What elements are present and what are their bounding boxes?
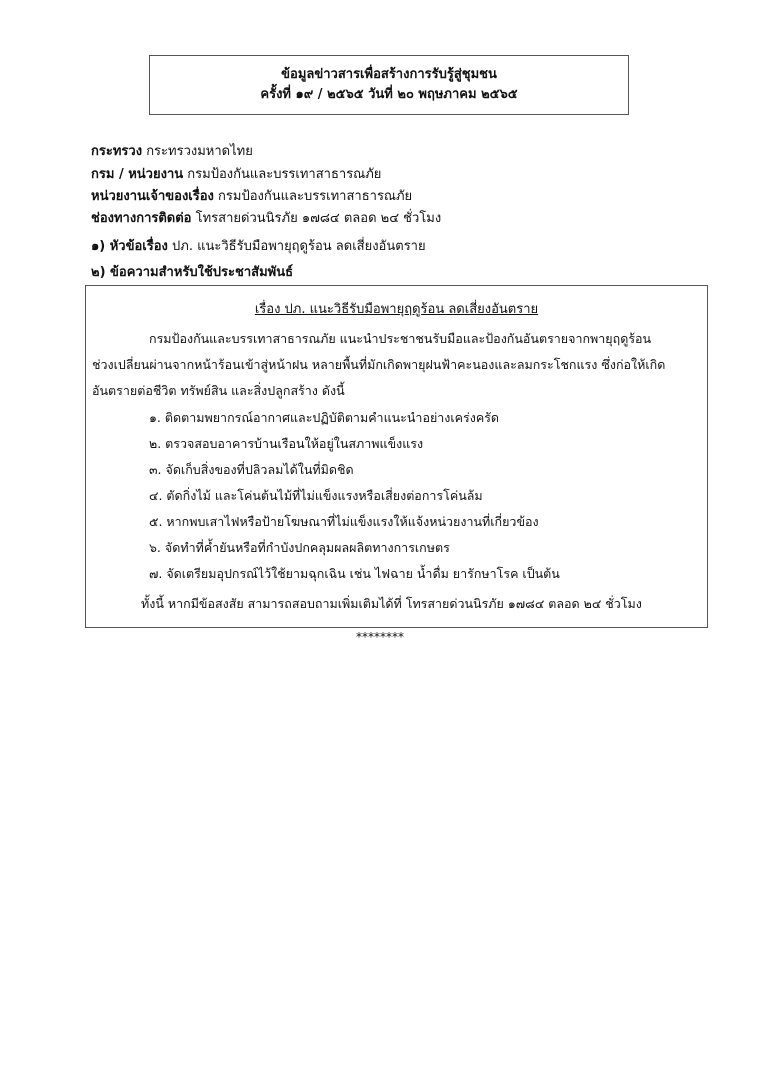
intro-line-2: ช่วงเปลี่ยนผ่านจากหน้าร้อนเข้าสู่หน้าฝน หลายพื้นที่มักเกิดพายุฝนฟ้าคะนองและลมกระโชกแรง ซึ่งก่อให้เกิด (92, 357, 666, 372)
header-issue: ครั้งที่ ๑๙ / ๒๕๖๕ วันที่ ๒๐ พฤษภาคม ๒๕๖๕ (260, 87, 518, 102)
ministry-label: กระทรวง (91, 144, 143, 159)
contact-label: ช่องทางการติดต่อ (91, 211, 192, 226)
owner-label: หน่วยงานเจ้าของเรื่อง (91, 189, 214, 204)
list-item: ๓. จัดเก็บสิ่งของที่ปลิวลมได้ในที่มิดชิด (149, 462, 354, 477)
topic-value: ปภ. แนะวิธีรับมือพายุฤดูร้อน ลดเสี่ยงอันตราย (172, 239, 426, 254)
meta-department (91, 166, 381, 184)
ministry-value: กระทรวงมหาดไทย (146, 144, 253, 159)
intro-line-1: กรมป้องกันและบรรเทาสาธารณภัย แนะนำประชาชนรับมือและป้องกันอันตรายจากพายุฤดูร้อน (149, 331, 652, 346)
list-item: ๖. จัดทำที่ค้ำยันหรือที่กำบังปกคลุมผลผลิตทางการเกษตร (149, 540, 450, 555)
topic-label: ๑) หัวข้อเรื่อง (91, 239, 168, 254)
owner-value: กรมป้องกันและบรรเทาสาธารณภัย (218, 189, 413, 204)
contact-value: โทรสายด่วนนิรภัย ๑๗๘๔ ตลอด ๒๔ ชั่วโมง (195, 211, 442, 226)
list-item: ๑. ติดตามพยากรณ์อากาศและปฏิบัติตามคำแนะนำอย่างเคร่งครัด (149, 410, 500, 425)
list-item: ๒. ตรวจสอบอาคารบ้านเรือนให้อยู่ในสภาพแข็งแรง (149, 436, 424, 451)
intro-line-3: อันตรายต่อชีวิต ทรัพย์สิน และสิ่งปลูกสร้าง ดังนี้ (92, 383, 345, 398)
content-topic: เรื่อง ปภ. แนะวิธีรับมือพายุฤดูร้อน ลดเสี่ยงอันตราย (254, 302, 539, 317)
meta-ministry (91, 143, 253, 161)
header-box (149, 55, 629, 115)
list-item: ๕. หากพบเสาไฟหรือป้ายโฆษณาที่ไม่แข็งแรงให้แจ้งหน่วยงานที่เกี่ยวข้อง (149, 514, 539, 529)
pr-label: ๒) ข้อความสำหรับใช้ประชาสัมพันธ์ (91, 265, 294, 280)
department-value: กรมป้องกันและบรรเทาสาธารณภัย (187, 167, 382, 182)
list-item: ๔. ตัดกิ่งไม้ และโค่นต้นไม้ที่ไม่แข็งแรงหรือเสี่ยงต่อการโค่นล้ม (149, 488, 483, 503)
closing-line: ทั้งนี้ หากมีข้อสงสัย สามารถสอบถามเพิ่มเติมได้ที่ โทรสายด่วนนิรภัย ๑๗๘๔ ตลอด ๒๔ ชั่วโมง (141, 596, 642, 611)
meta-owner (91, 188, 412, 206)
end-marker: ******** (356, 630, 404, 644)
header-title: ข้อมูลข่าวสารเพื่อสร้างการรับรู้สู่ชุมชน (281, 67, 497, 82)
content-box (85, 285, 708, 628)
meta-pr (91, 264, 293, 282)
meta-contact (91, 210, 441, 228)
department-label: กรม / หน่วยงาน (91, 167, 184, 182)
list-item: ๗. จัดเตรียมอุปกรณ์ไว้ใช้ยามฉุกเฉิน เช่น ไฟฉาย น้ำดื่ม ยารักษาโรค เป็นต้น (149, 566, 560, 581)
meta-topic (91, 238, 426, 256)
